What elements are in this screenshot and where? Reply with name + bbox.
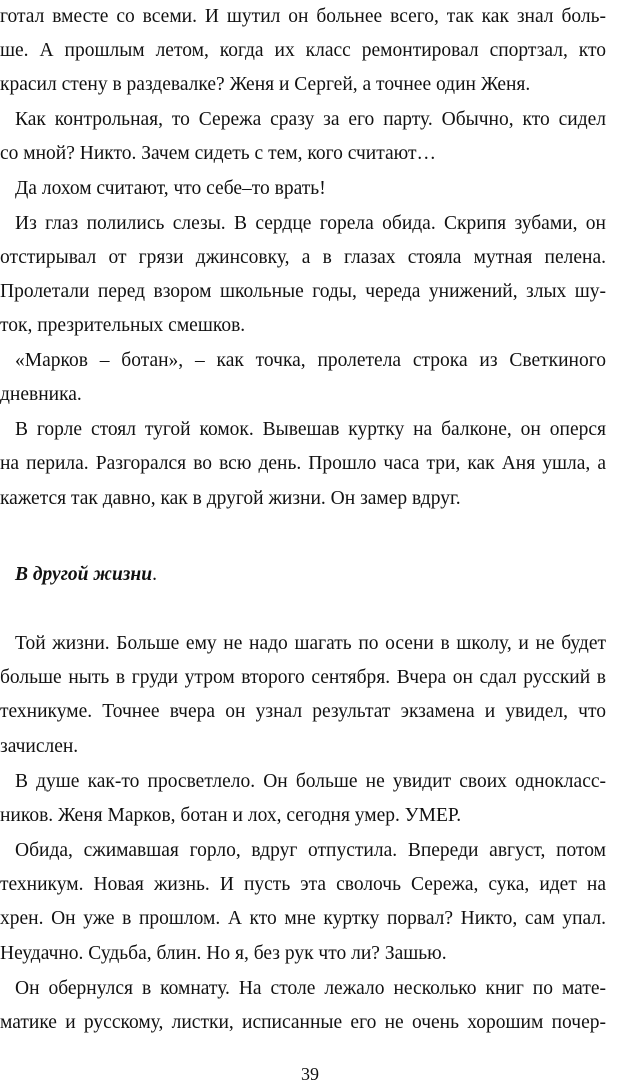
text-line: матике и русскому, листки, исписанные его не очень хорошим почер- xyxy=(0,1012,606,1033)
text-line: хрен. Он уже в прошлом. А кто мне куртку порвал? Никто, сам упал. xyxy=(0,908,606,929)
text-line: кажется так давно, как в другой жизни. Он замер вдруг. xyxy=(0,488,461,509)
text-line: зачислен. xyxy=(0,736,79,757)
text-line: готал вместе со всеми. И шутил он больнее всего, так как знал боль- xyxy=(0,6,606,27)
text-line: красил стену в раздевалке? Женя и Сергей, а точнее один Женя. xyxy=(0,74,531,95)
text-line: со мной? Никто. Зачем сидеть с тем, кого считают… xyxy=(0,143,436,164)
text-line: техникуме. Точнее вчера он узнал результат экзамена и увидел, что xyxy=(0,701,606,722)
text-line: ше. А прошлым летом, когда их класс ремонтировал спортзал, кто xyxy=(0,40,606,61)
text-line: ников. Женя Марков, ботан и лох, сегодня умер. УМЕР. xyxy=(0,805,462,826)
text-line: Обида, сжимавшая горло, вдруг отпустила. Впереди август, потом xyxy=(15,840,606,861)
text-line: техникум. Новая жизнь. И пусть эта сволочь Сережа, сука, идет на xyxy=(0,874,606,895)
text-line: больше ныть в груди утром второго сентября. Вчера он сдал русский в xyxy=(0,667,606,688)
heading-punctuation: . xyxy=(152,564,157,585)
section-heading xyxy=(15,558,157,592)
text-line: Пролетали перед взором школьные годы, череда унижений, злых шу- xyxy=(0,281,606,302)
text-line: «Марков – ботан», – как точка, пролетела строка из Светкиного xyxy=(15,350,606,371)
text-line: Той жизни. Больше ему не надо шагать по осени в школу, и не будет xyxy=(15,633,606,654)
text-line: Из глаз полились слезы. В сердце горела обида. Скрипя зубами, он xyxy=(15,213,606,234)
heading-text: В другой жизни xyxy=(15,564,153,585)
text-line: на перила. Разгорался во всю день. Прошло часа три, как Аня ушла, а xyxy=(0,453,606,474)
text-line: дневника. xyxy=(0,384,82,405)
text-line: отстирывал от грязи джинсовку, а в глазах стояла мутная пелена. xyxy=(0,247,606,268)
text-line: Он обернулся в комнату. На столе лежало несколько книг по мате- xyxy=(15,978,606,999)
text-line: В душе как-то просветлело. Он больше не увидит своих однокласс- xyxy=(15,771,606,792)
text-line: Как контрольная, то Сережа сразу за его парту. Обычно, кто сидел xyxy=(15,109,606,130)
text-line: Да лохом считают, что себе–то врать! xyxy=(15,178,326,199)
text-line: В горле стоял тугой комок. Вывешав куртку на балконе, он оперся xyxy=(15,419,606,440)
text-line: ток, презрительных смешков. xyxy=(0,315,246,336)
page-number: 39 xyxy=(301,1064,319,1084)
text-line: Неудачно. Судьба, блин. Но я, без рук что ли? Зашью. xyxy=(0,943,447,964)
